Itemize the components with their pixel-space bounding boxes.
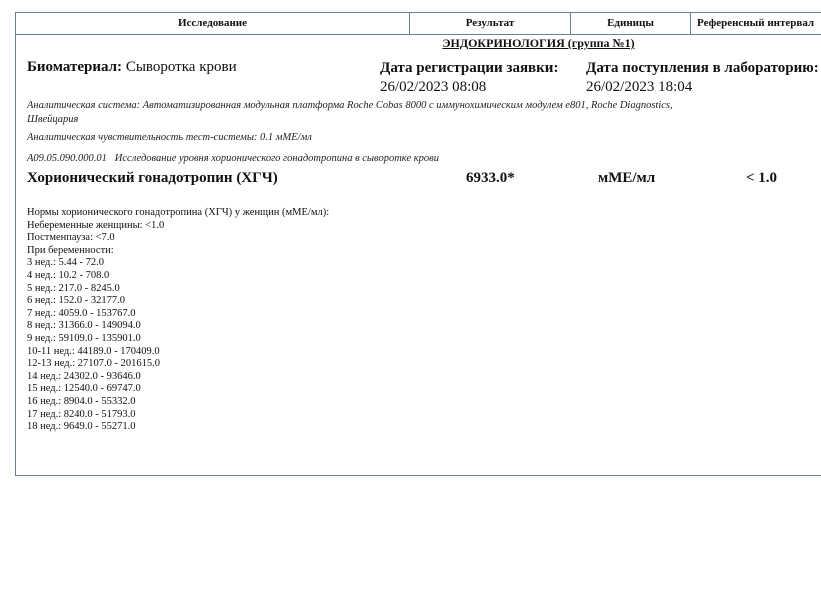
norm-line: 14 нед.: 24302.0 - 93646.0 (27, 370, 141, 382)
test-name: Хорионический гонадотропин (ХГЧ) (27, 170, 278, 186)
test-code: A09.05.090.000.01 (27, 153, 107, 164)
registration-value: 26/02/2023 08:08 (380, 79, 487, 95)
lab-report (15, 12, 821, 476)
biomaterial (27, 59, 237, 76)
norm-line: 3 нед.: 5.44 - 72.0 (27, 257, 105, 269)
norm-line: 8 нед.: 31366.0 - 149094.0 (27, 320, 141, 332)
norm-line: 7 нед.: 4059.0 - 153767.0 (27, 307, 136, 319)
registration-label: Дата регистрации заявки: (380, 60, 559, 76)
test-units: мМЕ/мл (598, 170, 656, 186)
norm-line: 6 нед.: 152.0 - 32177.0 (27, 295, 126, 307)
sensitivity-note: Аналитическая чувствительность тест-системы: 0.1 мМЕ/мл (27, 132, 312, 143)
analytic-system-line2: Швейцария (27, 114, 79, 125)
received-value: 26/02/2023 18:04 (586, 79, 693, 95)
norms-block (27, 207, 329, 434)
received-label: Дата поступления в лабораторию: (586, 60, 819, 76)
header-result: Результат (410, 13, 571, 34)
norm-line: 10-11 нед.: 44189.0 - 170409.0 (27, 345, 160, 357)
table-header (16, 13, 821, 35)
section-title: ЭНДОКРИНОЛОГИЯ (группа №1) (442, 36, 635, 50)
biomaterial-label: Биоматериал: (27, 59, 123, 75)
norm-line: 5 нед.: 217.0 - 8245.0 (27, 282, 120, 294)
header-study: Исследование (16, 13, 410, 34)
test-description: Исследование уровня хорионического гонадотропина в сыворотке крови (114, 153, 439, 164)
norm-line: 17 нед.: 8240.0 - 51793.0 (27, 408, 136, 420)
test-result: 6933.0* (466, 170, 515, 186)
received-date (586, 59, 819, 97)
norm-line: 9 нед.: 59109.0 - 135901.0 (27, 332, 141, 344)
norm-line: Постменпауза: <7.0 (27, 232, 115, 244)
analytic-system-line1: Аналитическая система: Автоматизированная модульная платформа Roche Cobas 8000 с иммунохимическим модулем e801, Roche Diagnostics, (27, 100, 673, 111)
registration-date (380, 59, 558, 97)
test-reference: < 1.0 (746, 170, 778, 186)
norm-line: 12-13 нед.: 27107.0 - 201615.0 (27, 358, 161, 370)
header-units: Единицы (571, 13, 691, 34)
norm-line: При беременности: (27, 244, 114, 256)
header-reference: Референсный интервал (697, 17, 815, 29)
test-code-line (27, 153, 439, 164)
norm-line: 15 нед.: 12540.0 - 69747.0 (27, 383, 141, 395)
norm-line: 4 нед.: 10.2 - 708.0 (27, 269, 110, 281)
norm-line: 16 нед.: 8904.0 - 55332.0 (27, 395, 136, 407)
norm-line: 18 нед.: 9649.0 - 55271.0 (27, 421, 136, 433)
norms-title: Нормы хорионического гонадотропина (ХГЧ) у женщин (мМЕ/мл): (27, 207, 330, 218)
norm-line: Небеременные женщины: <1.0 (27, 219, 165, 231)
biomaterial-value: Сыворотка крови (125, 59, 237, 75)
